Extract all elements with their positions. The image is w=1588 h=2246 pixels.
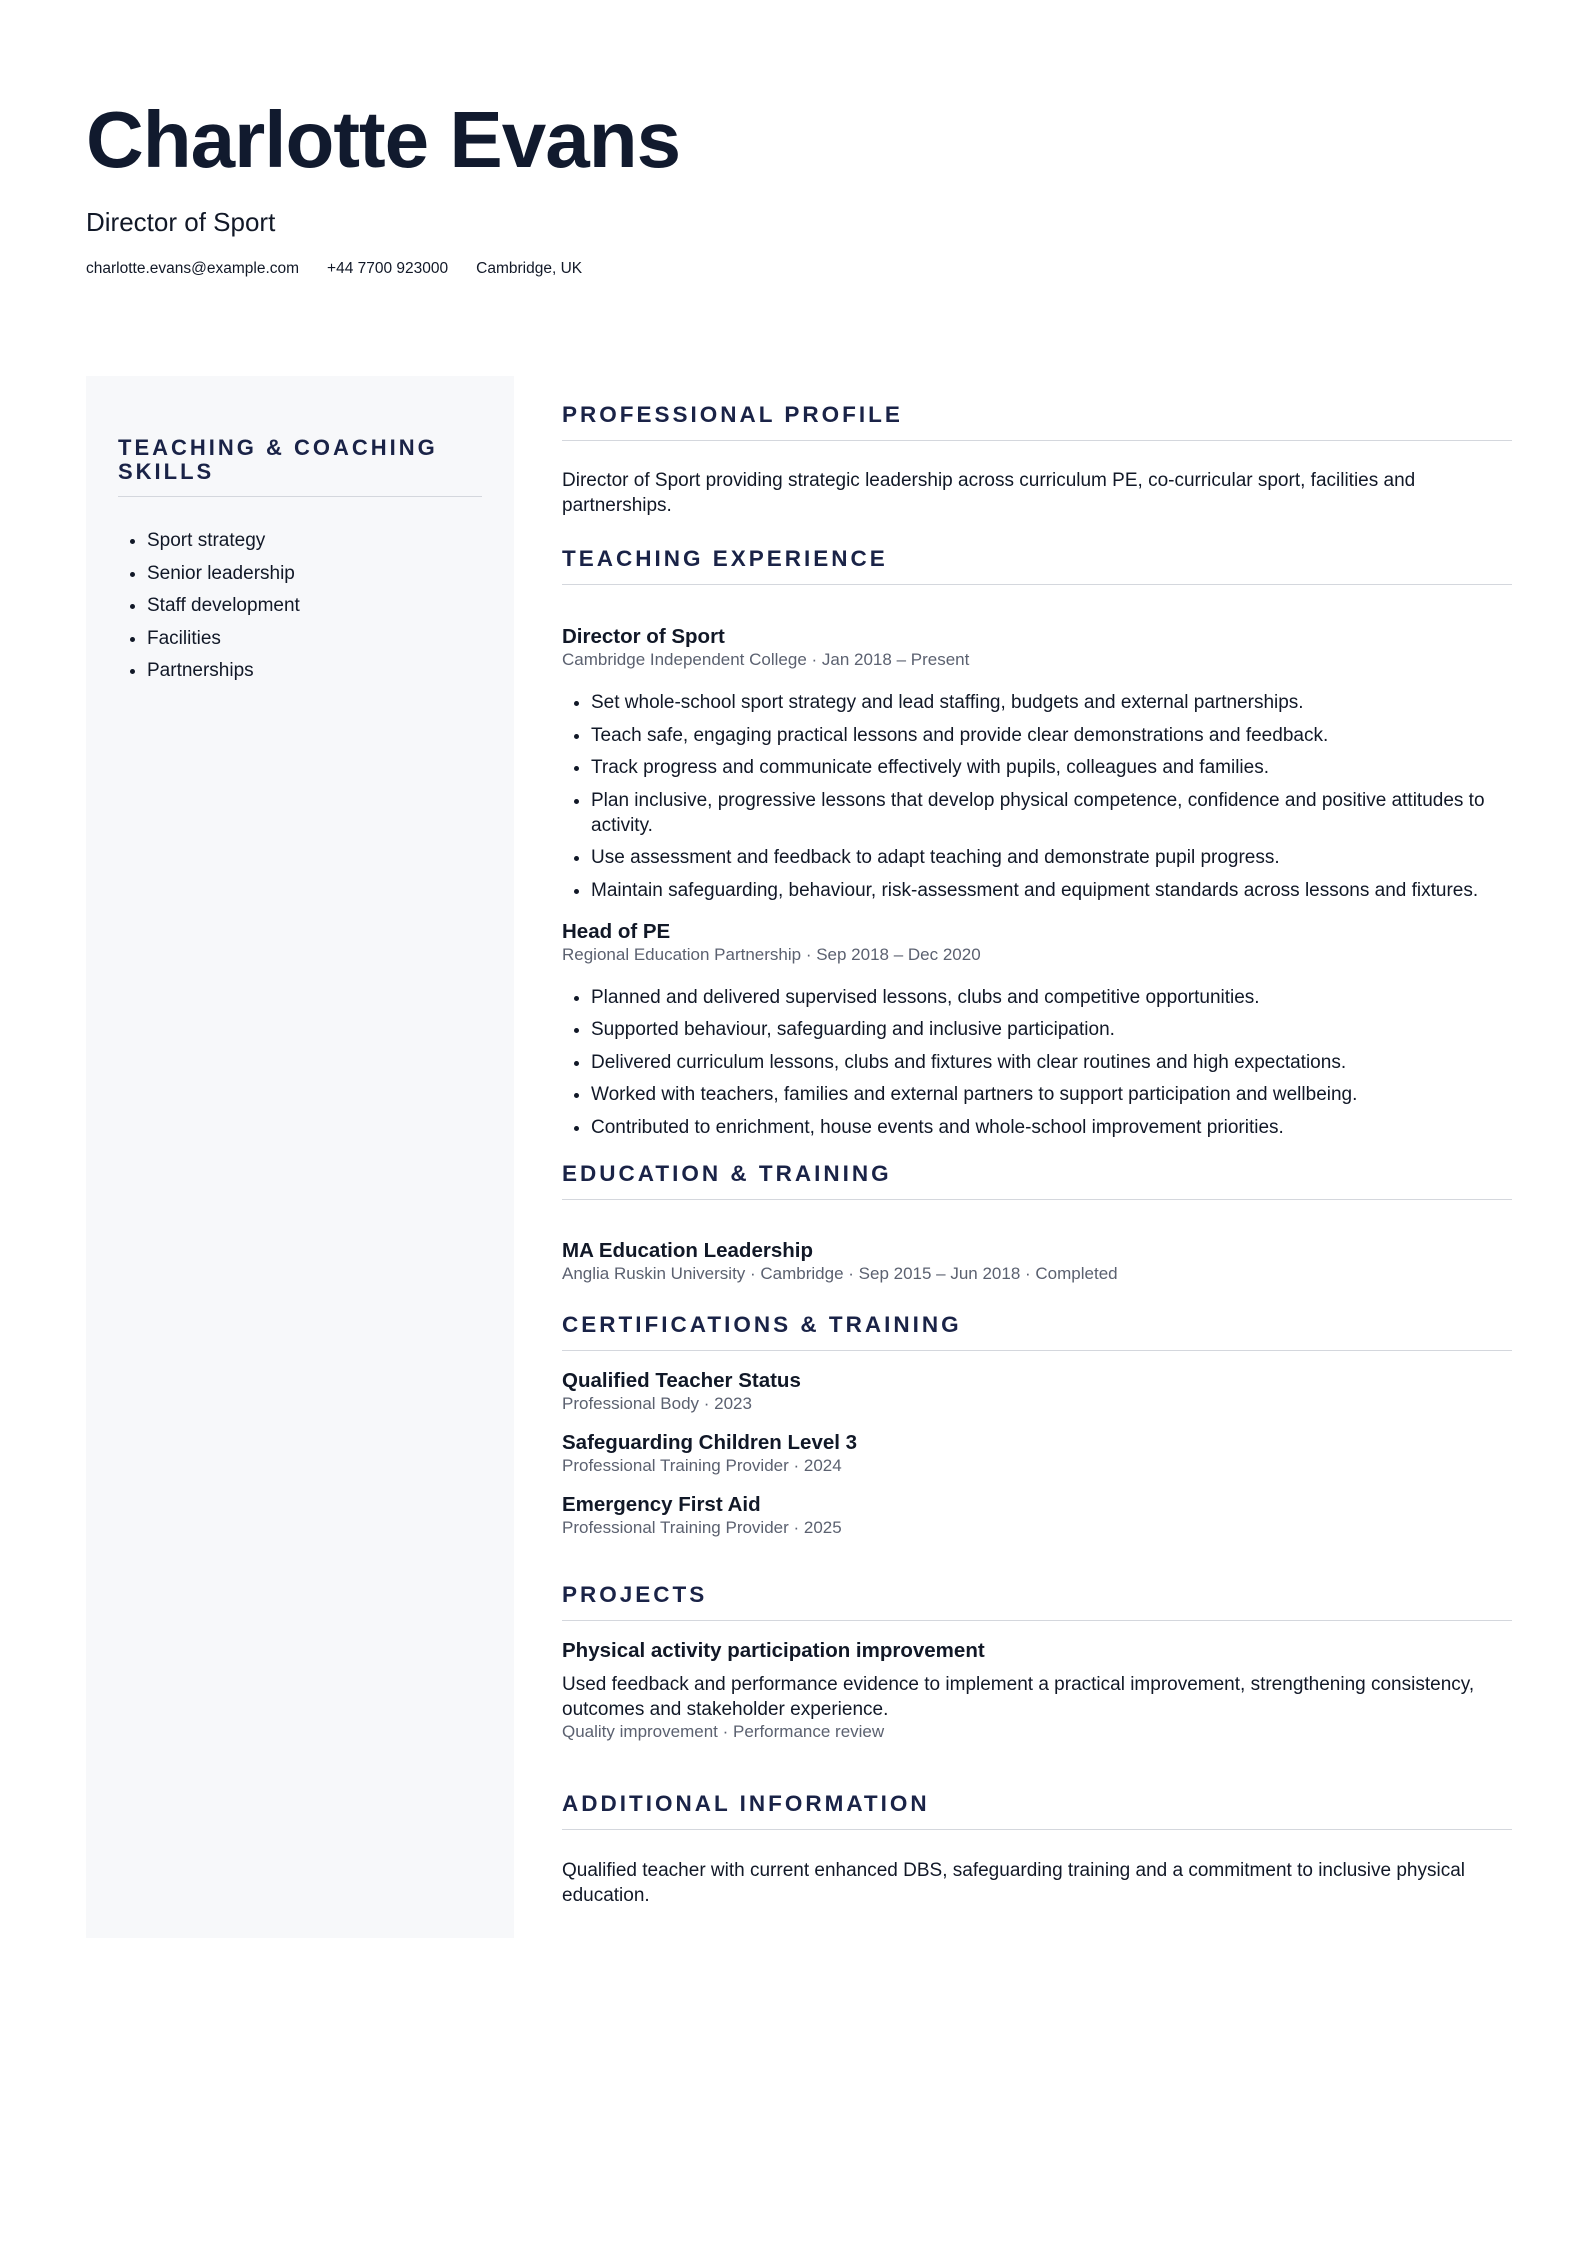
job-bullet: • Teach safe, engaging practical lessons and provide clear demonstrations and feedback. — [591, 723, 1512, 748]
certification-title: Safeguarding Children Level 3 — [562, 1430, 858, 1454]
additional-text: Qualified teacher with current enhanced DBS, safeguarding training and a commitment to inclusive physical education. — [562, 1859, 1465, 1906]
project-title: Physical activity participation improvement — [562, 1638, 985, 1662]
job-bullet: • Worked with teachers, families and external partners to support participation and wellbeing. — [591, 1082, 1512, 1107]
certification-entry — [562, 1492, 1512, 1538]
contact-phone: +44 7700 923000 — [327, 260, 449, 277]
certification-title: Emergency First Aid — [562, 1492, 761, 1516]
job-entry — [562, 919, 1512, 1140]
contact-location: Cambridge, UK — [476, 260, 583, 277]
degree-meta: Anglia Ruskin University · Cambridge · Sep 2015 – Jun 2018 · Completed — [562, 1263, 1118, 1283]
job-bullet: • Maintain safeguarding, behaviour, risk-assessment and equipment standards across lessons and fixtures. — [591, 878, 1512, 903]
skills-heading: TEACHING & COACHING SKILLS — [118, 436, 482, 497]
job-title: Director of Sport — [562, 625, 725, 648]
skill-item: • Sport strategy — [147, 525, 482, 558]
projects-section — [562, 1580, 1512, 1742]
sidebar — [86, 376, 514, 1938]
job-bullets — [562, 985, 1512, 1140]
projects-heading: PROJECTS — [562, 1580, 1512, 1621]
certification-title: Qualified Teacher Status — [562, 1368, 801, 1392]
contact-line — [86, 260, 1506, 278]
skills-list — [118, 525, 482, 688]
certification-meta: Professional Training Provider · 2024 — [562, 1455, 842, 1475]
certifications-section — [562, 1310, 1512, 1538]
certifications-heading: CERTIFICATIONS & TRAINING — [562, 1310, 1512, 1351]
job-bullets — [562, 690, 1512, 903]
contact-email: charlotte.evans@example.com — [86, 260, 300, 277]
job-bullet: • Contributed to enrichment, house events and whole-school improvement priorities. — [591, 1115, 1512, 1140]
profile-section — [562, 400, 1512, 518]
additional-section — [562, 1789, 1512, 1908]
profile-heading: PROFESSIONAL PROFILE — [562, 400, 1512, 441]
profile-text: Director of Sport providing strategic leadership across curriculum PE, co-curricular sport, facilities and partnerships. — [562, 470, 1416, 516]
resume-header — [86, 92, 1506, 278]
job-title: Head of PE — [562, 919, 671, 943]
certification-meta: Professional Body · 2023 — [562, 1393, 752, 1413]
skill-item: • Facilities — [147, 623, 482, 656]
skill-item: • Partnerships — [147, 655, 482, 688]
certification-meta: Professional Training Provider · 2025 — [562, 1517, 842, 1537]
skill-item: • Staff development — [147, 590, 482, 623]
job-entry — [562, 624, 1512, 903]
education-heading: EDUCATION & TRAINING — [562, 1159, 1512, 1200]
job-bullet: • Use assessment and feedback to adapt teaching and demonstrate pupil progress. — [591, 845, 1512, 870]
job-bullet: • Delivered curriculum lessons, clubs and fixtures with clear routines and high expectations. — [591, 1050, 1512, 1075]
job-bullet: • Planned and delivered supervised lessons, clubs and competitive opportunities. — [591, 985, 1512, 1010]
job-bullet: • Supported behaviour, safeguarding and inclusive participation. — [591, 1017, 1512, 1042]
job-bullet: • Plan inclusive, progressive lessons that develop physical competence, confidence and positive attitudes to activity. — [591, 788, 1512, 838]
job-bullet: • Track progress and communicate effectively with pupils, colleagues and families. — [591, 755, 1512, 780]
project-text: Used feedback and performance evidence to implement a practical improvement, strengthening consistency, outcomes and stakeholder experience. — [562, 1673, 1475, 1720]
project-meta: Quality improvement · Performance review — [562, 1721, 885, 1741]
candidate-name: Charlotte Evans — [86, 95, 681, 184]
degree-title: MA Education Leadership — [562, 1238, 813, 1262]
additional-heading: ADDITIONAL INFORMATION — [562, 1789, 1512, 1830]
candidate-role: Director of Sport — [86, 207, 276, 237]
job-meta: Regional Education Partnership · Sep 2018 – Dec 2020 — [562, 944, 981, 964]
certification-entry — [562, 1368, 1512, 1414]
job-bullet: • Set whole-school sport strategy and lead staffing, budgets and external partnerships. — [591, 690, 1512, 715]
job-meta: Cambridge Independent College · Jan 2018 – Present — [562, 650, 970, 669]
experience-section — [562, 544, 1512, 1140]
experience-heading: TEACHING EXPERIENCE — [562, 544, 1512, 585]
main-column — [562, 400, 1512, 1908]
certification-entry — [562, 1430, 1512, 1476]
education-section — [562, 1159, 1512, 1284]
education-entry — [562, 1238, 1512, 1284]
skill-item: • Senior leadership — [147, 558, 482, 591]
project-entry — [562, 1638, 1512, 1742]
